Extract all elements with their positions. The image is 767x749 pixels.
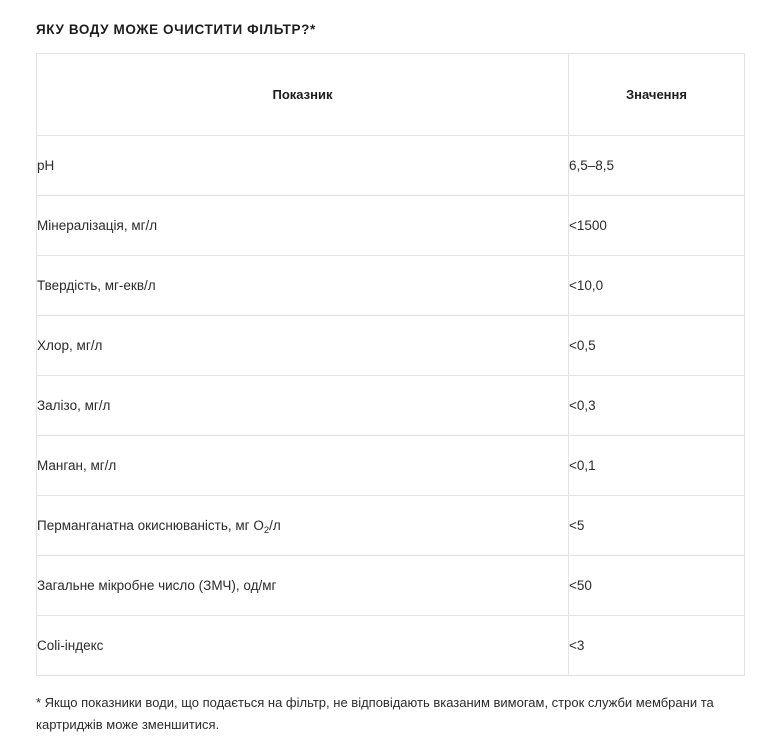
table-row	[37, 376, 745, 436]
cell-parameter: Мінералізація, мг/л	[37, 196, 569, 256]
cell-value: <1500	[569, 196, 745, 256]
table-header	[37, 54, 745, 136]
cell-parameter: Хлор, мг/л	[37, 316, 569, 376]
table-header-row	[37, 54, 745, 136]
cell-value: <0,1	[569, 436, 745, 496]
cell-parameter-text: Перманганатна окиснюваність, мг O	[37, 518, 264, 533]
cell-parameter-text-tail: /л	[269, 518, 281, 533]
cell-value: <0,3	[569, 376, 745, 436]
table-row	[37, 436, 745, 496]
table-footnote: * Якщо показники води, що подається на фільтр, не відповідають вказаним вимогам, строк служби мембрани та картриджів може зменшитися.	[36, 695, 714, 733]
water-spec-table	[36, 53, 745, 676]
table-row	[37, 616, 745, 676]
cell-parameter: Загальне мікробне число (ЗМЧ), од/мг	[37, 556, 569, 616]
table-row	[37, 196, 745, 256]
cell-value: <5	[569, 496, 745, 556]
cell-value: <3	[569, 616, 745, 676]
table-row	[37, 256, 745, 316]
page-title: ЯКУ ВОДУ МОЖЕ ОЧИСТИТИ ФІЛЬТР?*	[36, 22, 316, 37]
table-body	[37, 136, 745, 676]
cell-parameter: Твердість, мг-екв/л	[37, 256, 569, 316]
cell-parameter: Залізо, мг/л	[37, 376, 569, 436]
cell-parameter-subscript: 2	[263, 525, 270, 536]
table-row	[37, 556, 745, 616]
table-row	[37, 316, 745, 376]
column-header-parameter: Показник	[37, 54, 569, 136]
table-row	[37, 496, 745, 556]
cell-parameter	[37, 496, 569, 556]
column-header-value: Значення	[569, 54, 745, 136]
cell-parameter: pH	[37, 136, 569, 196]
cell-parameter: Coli-індекс	[37, 616, 569, 676]
cell-value: <10,0	[569, 256, 745, 316]
cell-value: <50	[569, 556, 745, 616]
cell-parameter: Манган, мг/л	[37, 436, 569, 496]
cell-value: 6,5–8,5	[569, 136, 745, 196]
table-row	[37, 136, 745, 196]
cell-value: <0,5	[569, 316, 745, 376]
